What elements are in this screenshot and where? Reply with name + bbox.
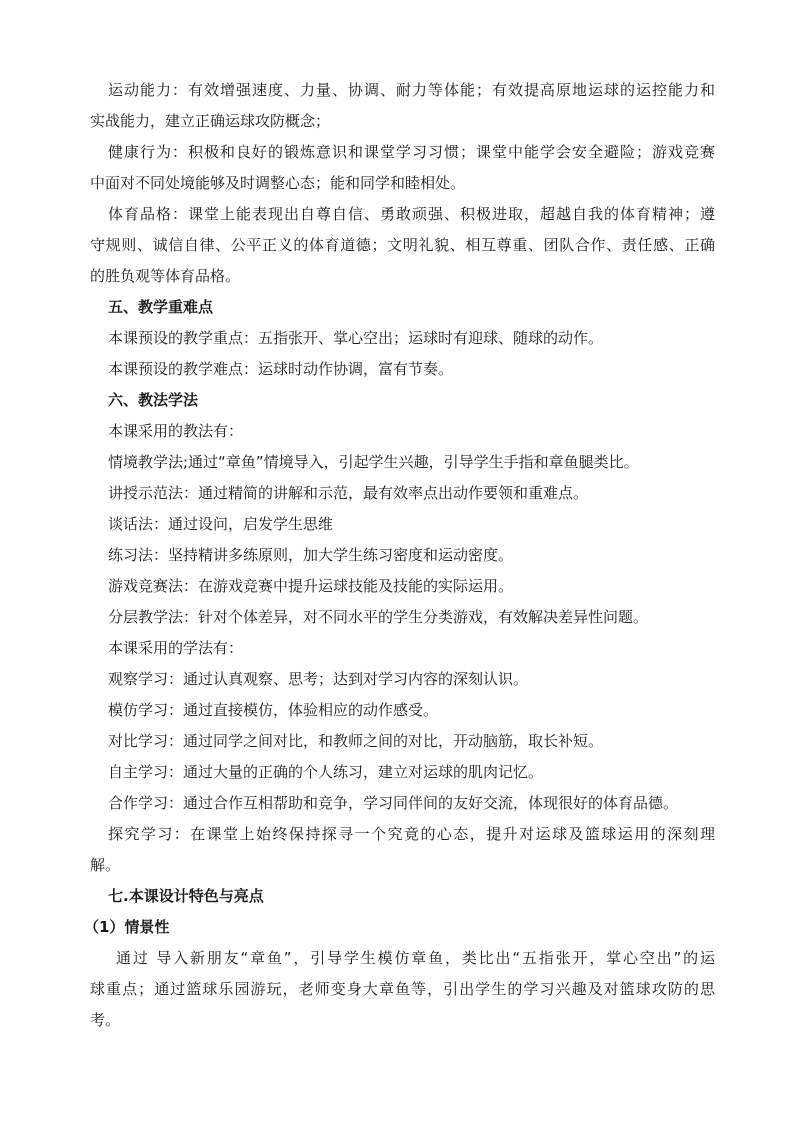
list-item: 谈话法：通过设问，启发学生思维 (108, 515, 334, 533)
section-heading: 七.本课设计特色与亮点 (108, 887, 264, 905)
list-item: 游戏竞赛法：在游戏竞赛中提升运球技能及技能的实际运用。 (108, 577, 514, 595)
section-heading: 六、教法学法 (108, 391, 199, 409)
paragraph-line: 运动能力：有效增强速度、力量、协调、耐力等体能；有效提高原地运球的运控能力和 (108, 81, 715, 99)
paragraph-line: 解。 (90, 856, 121, 874)
list-item: 练习法：坚持精讲多练原则，加大学生练习密度和运动密度。 (108, 546, 514, 564)
paragraph-line: 本课预设的教学重点：五指张开、掌心空出；运球时有迎球、随球的动作。 (108, 329, 604, 347)
list-item: 观察学习：通过认真观察、思考；达到对学习内容的深刻认识。 (108, 670, 529, 688)
paragraph-line: 考。 (90, 1011, 121, 1029)
list-item: 模仿学习：通过直接模仿，体验相应的动作感受。 (108, 701, 439, 719)
list-item: 探究学习：在课堂上始终保持探寻一个究竟的心态，提升对运球及篮球运用的深刻理 (108, 825, 715, 843)
section-heading: 五、教学重难点 (108, 298, 214, 316)
paragraph-line: 本课采用的教法有： (108, 422, 244, 440)
list-item: 讲授示范法：通过精简的讲解和示范，最有效率点出动作要领和重难点。 (108, 484, 589, 502)
paragraph-line: 实战能力，建立正确运球攻防概念； (90, 112, 331, 130)
list-item: 对比学习：通过同学之间对比，和教师之间的对比，开动脑筋，取长补短。 (108, 732, 604, 750)
paragraph-line: 本课采用的学法有： (108, 639, 244, 657)
paragraph-line: 中面对不同处境能够及时调整心态；能和同学和睦相处。 (90, 174, 466, 192)
list-item: 合作学习：通过合作互相帮助和竞争，学习同伴间的友好交流，体现很好的体育品德。 (108, 794, 679, 812)
subsection-heading: （1）情景性 (84, 918, 170, 936)
paragraph-line: 的胜负观等体育品格。 (90, 267, 241, 285)
paragraph-line: 体育品格：课堂上能表现出自尊自信、勇敢顽强、积极进取，超越自我的体育精神；遵 (108, 205, 715, 223)
paragraph-line: 本课预设的教学难点：运球时动作协调，富有节奏。 (108, 360, 454, 378)
paragraph-line: 守规则、诚信自律、公平正义的体育道德；文明礼貌、相互尊重、团队合作、责任感、正确 (90, 236, 715, 254)
list-item: 分层教学法：针对个体差异，对不同水平的学生分类游戏，有效解决差异性问题。 (108, 608, 649, 626)
paragraph-line: 球重点；通过篮球乐园游玩，老师变身大章鱼等，引出学生的学习兴趣及对篮球攻防的思 (90, 980, 715, 998)
list-item: 自主学习：通过大量的正确的个人练习，建立对运球的肌肉记忆。 (108, 763, 544, 781)
list-item: 情境教学法;通过“章鱼”情境导入，引起学生兴趣，引导学生手指和章鱼腿类比。 (108, 453, 639, 471)
paragraph-line: 通过 导入新朋友“章鱼”，引导学生模仿章鱼，类比出“五指张开，掌心空出”的运 (116, 949, 715, 967)
paragraph-line: 健康行为：积极和良好的锻炼意识和课堂学习习惯；课堂中能学会安全避险；游戏竞赛 (108, 143, 715, 161)
